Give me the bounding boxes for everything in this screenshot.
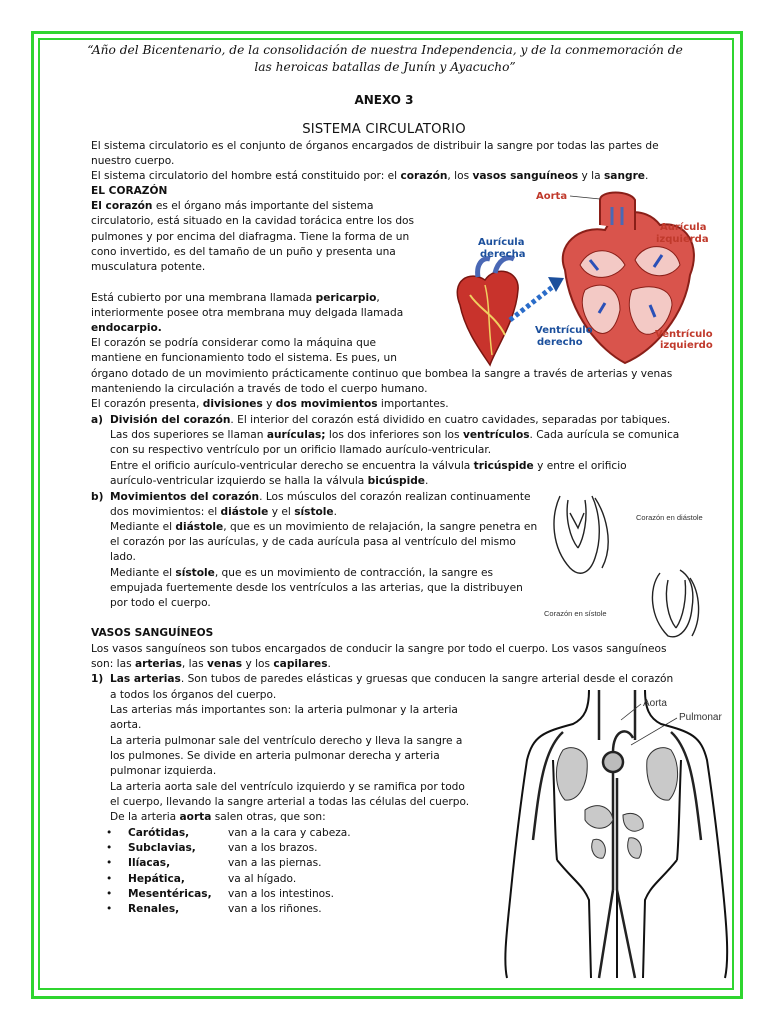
heart-p1-line-2: circulatorio, está situado en la cavidad torácica entre los dos — [91, 215, 415, 227]
heart-p3-line-2: mantiene en funcionamiento todo el sistema. Es pues, un — [91, 352, 397, 364]
label-left-atrium-2: izquierda — [656, 234, 709, 245]
arteries-line-9: el cuerpo, llevando la sangre arterial a todas las células del cuerpo. — [110, 796, 470, 808]
label-systole: Corazón en sístole — [544, 609, 607, 618]
arteries-line-10: De la arteria aorta salen otras, que son: — [110, 811, 326, 823]
diastole-heart-drawing — [554, 496, 608, 573]
bullet: • — [106, 887, 113, 900]
label-right-atrium-1: Aurícula — [478, 237, 525, 248]
item-b-line-5: lado. — [110, 551, 136, 563]
bullet: • — [106, 857, 113, 870]
label-right-ventricle-2: derecho — [537, 337, 583, 348]
external-heart-illustration — [457, 258, 518, 365]
list-item: • Mesentéricas, van a los intestinos. — [106, 887, 335, 900]
item-a-line-1: a) División del corazón. El interior del corazón está dividido en cuatro cavidades, separadas por tabiques. — [91, 414, 671, 426]
heart-p2-line-2: interiormente posee otra membrana muy delgada llamada — [91, 307, 404, 319]
page-title: SISTEMA CIRCULATORIO — [302, 122, 466, 137]
composition-line: El sistema circulatorio del hombre está constituido por: el corazón, los vasos sanguíneos y la sangre. — [91, 170, 649, 182]
arteries-line-5: La arteria pulmonar sale del ventrículo derecho y lleva la sangre a — [110, 735, 463, 747]
item-b-line-4: el corazón por las aurículas, y de cada aurícula pasa al ventrículo del mismo — [110, 536, 516, 548]
item-a-line-3: con su respectivo ventrículo por un orificio llamado aurículo-ventricular. — [110, 444, 492, 456]
body-circulation-figure — [503, 690, 731, 980]
motto-header: “Año del Bicentenario, de la consolidación de nuestra Independencia, y de la conmemoración de las heroicas batallas de Junín y Ayacucho” — [87, 43, 683, 74]
item-b-line-1: b) Movimientos del corazón. Los músculos del corazón realizan continuamente — [91, 491, 531, 503]
arteries-line-1: 1) Las arterias. Son tubos de paredes elásticas y gruesas que conducen la sangre arterial desde el corazón — [91, 673, 674, 685]
item-b-line-3: Mediante el diástole, que es un movimiento de relajación, la sangre penetra en — [110, 521, 538, 533]
item-b-line-6: Mediante el sístole, que es un movimiento de contracción, la sangre es — [110, 567, 494, 579]
list-item: • Carótidas, van a la cara y cabeza. — [106, 826, 351, 839]
heart-p3-line-4: manteniendo la circulación a través de todo el cuerpo humano. — [91, 383, 428, 395]
label-pulmonary: Pulmonar — [679, 712, 722, 723]
arteries-line-7: pulmonar izquierda. — [110, 765, 217, 777]
item-b-line-7: empujada fuertemente desde los ventrículos a las arterias, que la distribuyen — [110, 582, 523, 594]
heart-p3-line-1: El corazón se podría considerar como la máquina que — [91, 337, 377, 349]
label-right-ventricle-1: Ventrículo — [535, 325, 593, 336]
heart-anatomy-figure — [440, 185, 725, 375]
item-a-line-2: Las dos superiores se llaman aurículas; los dos inferiores son los ventrículos. Cada aurícula se comunica — [110, 429, 680, 441]
vessels-heading: VASOS SANGUÍNEOS — [91, 627, 214, 639]
label-left-atrium-1: Aurícula — [660, 222, 707, 233]
label-left-ventricle-2: izquierdo — [660, 340, 713, 351]
aorta-branches-list — [106, 825, 351, 917]
label-aorta: Aorta — [536, 191, 568, 202]
arteries-line-6: los pulmones. Se divide en arteria pulmonar derecha y arteria — [110, 750, 440, 762]
heart-p2-line-1: Está cubierto por una membrana llamada pericarpio, — [91, 292, 380, 304]
vessels-line-1: Los vasos sanguíneos son tubos encargados de conducir la sangre por todo el cuerpo. Los vasos sanguíneos — [91, 643, 667, 655]
arteries-line-4: aorta. — [110, 719, 142, 731]
intro-line-1: El sistema circulatorio es el conjunto de órganos encargados de distribuir la sangre por todas las partes de — [91, 140, 659, 152]
heart-p1-line-3: pulmones y por encima del diafragma. Tiene la forma de un — [91, 231, 410, 243]
label-aorta-body: Aorta — [643, 698, 667, 709]
intro-line-2: nuestro cuerpo. — [91, 155, 175, 167]
item-b-line-8: por todo el cuerpo. — [110, 597, 211, 609]
list-item: • Renales, van a los riñones. — [106, 903, 322, 916]
heart-p2-line-3: endocarpio. — [91, 322, 162, 334]
heart-heading: EL CORAZÓN — [91, 185, 168, 197]
list-item: • Hepática, va al hígado. — [106, 872, 297, 885]
divisions-line: El corazón presenta, divisiones y dos movimientos importantes. — [91, 398, 449, 410]
heart-p3-line-3: órgano dotado de un movimiento prácticamente continuo que bombea la sangre a través de arterias y venas — [91, 368, 673, 380]
item-a-line-5: aurículo-ventricular izquierdo se halla la válvula bicúspide. — [110, 475, 429, 487]
arteries-line-2: a todos los órganos del cuerpo. — [110, 689, 277, 701]
list-item: • Ilíacas, van a las piernas. — [106, 857, 322, 870]
arteries-line-3: Las arterias más importantes son: la arteria pulmonar y la arteria — [110, 704, 458, 716]
heart-p1-line-5: musculatura potente. — [91, 261, 206, 273]
item-a-line-4: Entre el orificio aurículo-ventricular derecho se encuentra la válvula tricúspide y entre el orificio — [110, 460, 627, 472]
list-item: • Subclavias, van a los brazos. — [106, 841, 318, 854]
label-diastole: Corazón en diástole — [636, 513, 703, 522]
bullet: • — [106, 841, 113, 854]
bullet: • — [106, 903, 113, 916]
item-b-line-2: dos movimientos: el diástole y el sístole. — [110, 506, 337, 518]
arteries-line-8: La arteria aorta sale del ventrículo izquierdo y se ramifica por todo — [110, 781, 465, 793]
bullet: • — [106, 826, 113, 839]
annex-label: ANEXO 3 — [354, 93, 414, 107]
vessels-line-2: son: las arterias, las venas y los capilares. — [91, 658, 331, 670]
systole-heart-drawing — [652, 570, 698, 637]
bullet: • — [106, 872, 113, 885]
heart-cycle-figure — [540, 488, 730, 640]
heart-p1-line-4: cono invertido, es del tamaño de un puño y presenta una — [91, 246, 396, 258]
label-right-atrium-2: derecha — [480, 249, 526, 260]
label-left-ventricle-1: Ventrículo — [655, 329, 713, 340]
heart-p1-line-1: El corazón es el órgano más importante del sistema — [91, 200, 374, 212]
